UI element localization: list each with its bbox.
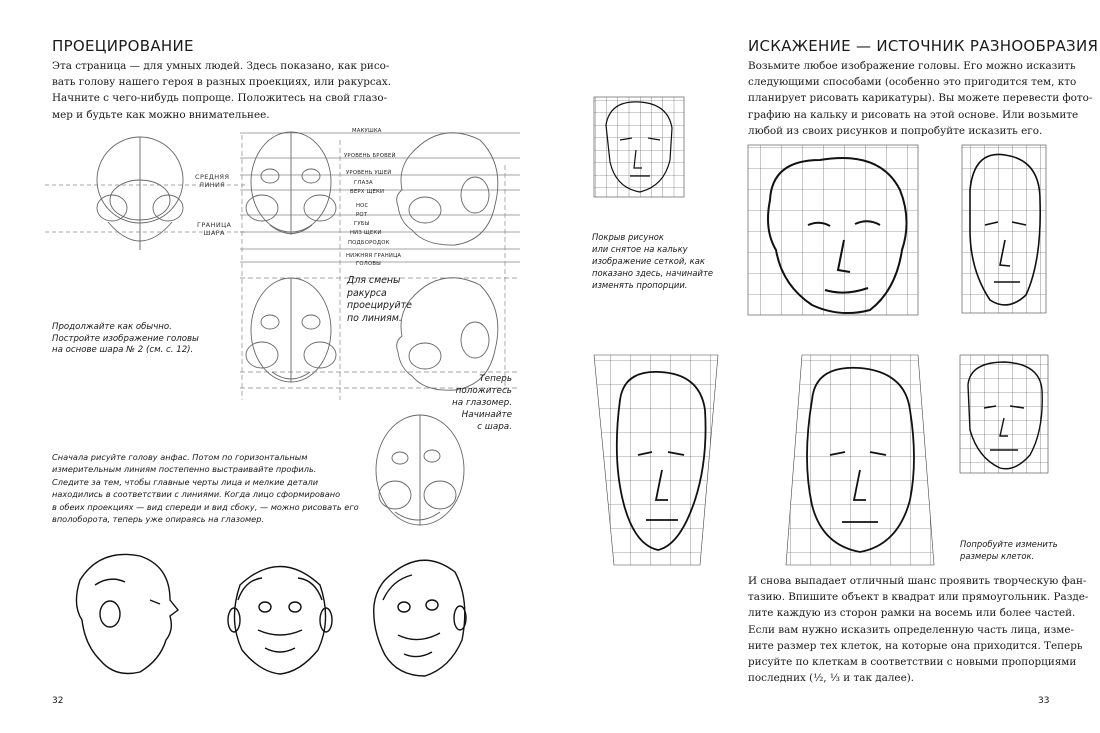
level-label: НОС xyxy=(356,203,369,209)
text-line: вать голову нашего героя в разных проекциях, или ракурсах. xyxy=(52,76,392,89)
note-front: Сначала рисуйте голову анфас. Потом по горизонтальным измерительным линиям постепенно выстраивайте профиль. Следите за тем, чтобы главные черты лица и мелкие детали находились в соответствии с линиями. Когда лицо сформировано в обеих проекциях — вид спереди и вид сбоку, — можно рисовать его вполоборота, теперь уже опираясь на глазомер. xyxy=(52,452,359,525)
text-line: И снова выпадает отличный шанс проявить творческую фан- xyxy=(748,575,1087,587)
level-label: ПОДБОРОДОК xyxy=(348,240,390,246)
text-line: мер и будьте как можно внимательнее. xyxy=(52,108,270,121)
level-label: ВЕРХ ЩЕКИ xyxy=(350,189,385,195)
page-number: 33 xyxy=(1038,696,1050,706)
text-line: следующими способами (особенно это пригодится тем, кто xyxy=(748,76,1077,89)
note-continue: Продолжайте как обычно. Постройте изображение головы на основе шара № 2 (см. с. 12). xyxy=(52,322,199,356)
text-line: планирует рисовать карикатуры). Вы можете перевести фото- xyxy=(748,92,1093,105)
level-label: НИЖНЯЯ ГРАНИЦА xyxy=(346,253,402,259)
level-label: МАКУШКА xyxy=(352,128,382,134)
text-line: Эта страница — для умных людей. Здесь показано, как рисо- xyxy=(52,60,390,72)
note-grid: Покрыв рисунок или снятое на кальку изображение сеткой, как показано здесь, начинайте изменять пропорции. xyxy=(592,232,713,290)
text-line: любой из своих рисунков и попробуйте исказить его. xyxy=(748,124,1043,137)
outro-paragraph xyxy=(748,573,1088,686)
level-label: ГУБЫ xyxy=(354,221,370,227)
text-line: Если вам нужно исказить определенную часть лица, изме- xyxy=(748,623,1075,636)
note-eye: Теперь положитесь на глазомер. Начинайте с шара. xyxy=(452,374,513,432)
level-label: НИЗ ЩЕКИ xyxy=(350,230,382,236)
note-projection: Для смены ракурса проецируйте по линиям. xyxy=(347,275,412,324)
text-line: Начните с чего-нибудь попроще. Положитесь на свой глазо- xyxy=(52,92,388,105)
level-label: УРОВЕНЬ БРОВЕЙ xyxy=(344,153,396,159)
text-line: Возьмите любое изображение головы. Его можно исказить xyxy=(748,60,1076,72)
text-line: рисуйте по клеткам в соответствии с новыми пропорциями xyxy=(748,656,1077,669)
sphere-border-label: ГРАНИЦА ШАРА xyxy=(197,221,232,237)
level-label: РОТ xyxy=(356,212,368,218)
text-line: тазию. Впишите объект в квадрат или прямоугольник. Разде- xyxy=(748,591,1089,604)
level-label: ГЛАЗА xyxy=(354,180,373,186)
text-line: лите каждую из сторон рамки на восемь или более частей. xyxy=(748,607,1076,620)
right-page xyxy=(550,0,1100,733)
middle-line-label: СРЕДНЯЯ ЛИНИЯ xyxy=(195,173,230,189)
level-label: УРОВЕНЬ УШЕЙ xyxy=(346,170,392,176)
page-title: ИСКАЖЕНИЕ — ИСТОЧНИК РАЗНООБРАЗИЯ xyxy=(748,37,1099,55)
text-line: ните размер тех клеток, на которые она приходится. Теперь xyxy=(748,639,1083,652)
page-title: ПРОЕЦИРОВАНИЕ xyxy=(52,37,194,55)
page-number: 32 xyxy=(52,696,64,706)
text-line: последних (½, ⅓ и так далее). xyxy=(748,672,915,685)
text-line: графию на кальку и рисовать на этой основе. Или возьмите xyxy=(748,108,1079,121)
note-cells: Попробуйте изменить размеры клеток. xyxy=(960,539,1058,561)
level-label: ГОЛОВЫ xyxy=(356,261,382,267)
